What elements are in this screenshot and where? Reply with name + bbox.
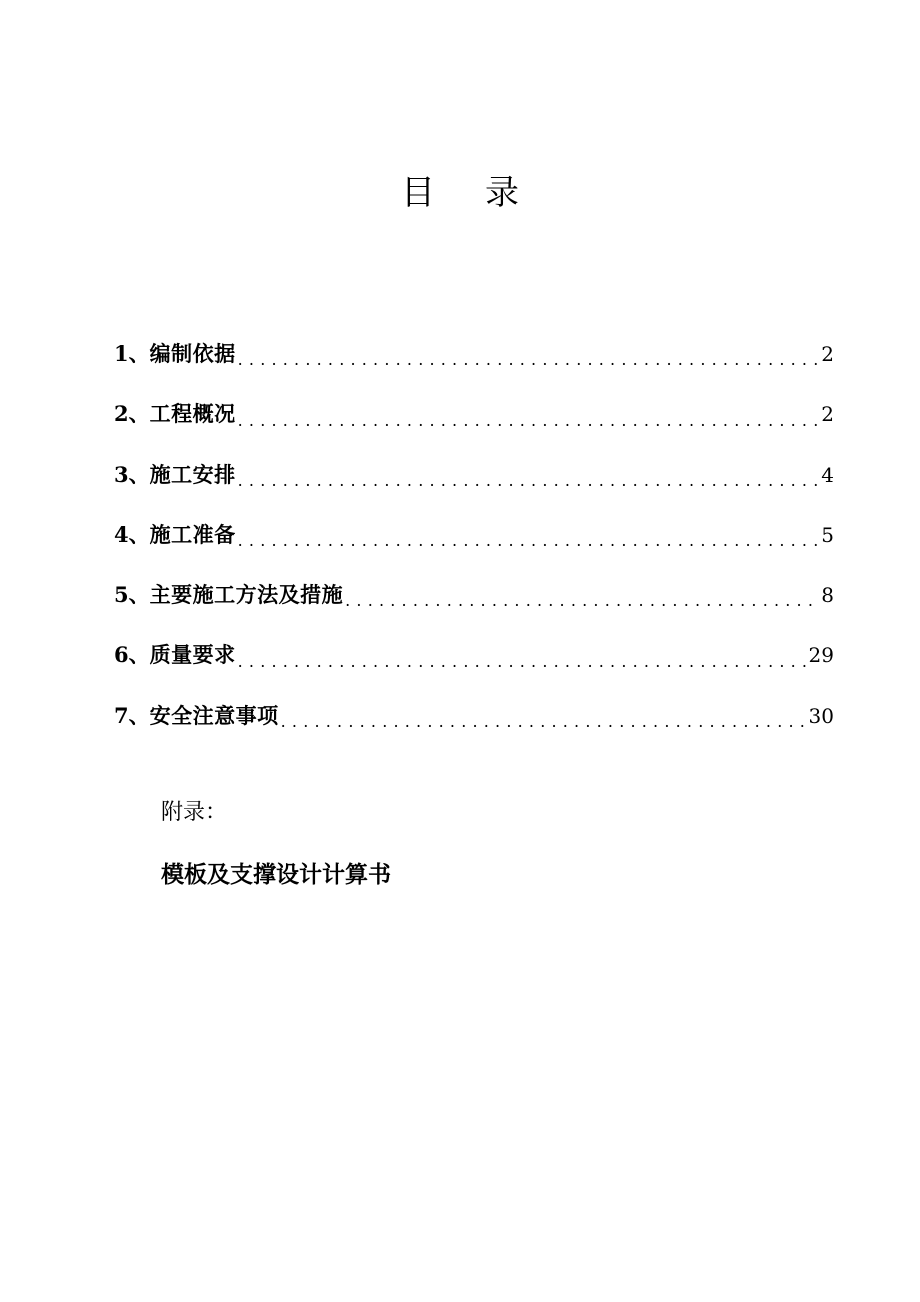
appendix-label: 附录：	[161, 800, 228, 825]
toc-entry-number: 5、	[114, 582, 150, 608]
toc-entry-page: 29	[808, 643, 834, 668]
toc-entry-page: 5	[821, 522, 834, 547]
toc-entry-6[interactable]	[114, 635, 834, 695]
toc-entry-5[interactable]	[114, 575, 834, 635]
table-of-contents	[114, 334, 834, 756]
toc-entry-4[interactable]	[114, 515, 834, 575]
toc-entry-number: 2、	[114, 401, 150, 427]
toc-entry-number: 4、	[114, 521, 150, 547]
toc-entry-number: 1、	[114, 341, 150, 366]
appendix-item[interactable]: 模板及支撑设计计算书	[161, 862, 391, 888]
page-title	[0, 168, 920, 218]
toc-entry-title: 主要施工方法及措施	[149, 583, 344, 608]
title-char-1: 目	[401, 173, 435, 213]
dot-leader	[238, 461, 820, 515]
dot-leader	[345, 581, 819, 635]
toc-entry-title: 工程概况	[149, 402, 236, 427]
toc-entry-page: 4	[821, 462, 834, 487]
dot-leader	[238, 521, 820, 575]
toc-entry-number: 6、	[114, 642, 150, 668]
toc-entry-title: 质量要求	[149, 643, 236, 668]
dot-leader	[281, 702, 807, 756]
toc-entry-number: 7、	[114, 702, 150, 728]
dot-leader	[238, 401, 820, 455]
toc-entry-page: 2	[821, 402, 834, 427]
toc-entry-7[interactable]	[114, 696, 834, 756]
toc-entry-1[interactable]	[114, 334, 834, 394]
toc-entry-2[interactable]	[114, 394, 834, 454]
toc-entry-title: 施工准备	[149, 522, 236, 547]
toc-entry-page: 30	[808, 703, 834, 728]
dot-leader	[238, 340, 820, 394]
toc-entry-title: 安全注意事项	[149, 703, 279, 728]
toc-entry-3[interactable]	[114, 455, 834, 515]
dot-leader	[238, 642, 807, 696]
toc-entry-page: 2	[821, 342, 834, 366]
toc-entry-page: 8	[821, 583, 834, 608]
title-char-2: 录	[485, 173, 519, 213]
toc-entry-number: 3、	[114, 461, 150, 487]
toc-entry-title: 编制依据	[149, 342, 236, 366]
toc-entry-title: 施工安排	[149, 462, 236, 487]
